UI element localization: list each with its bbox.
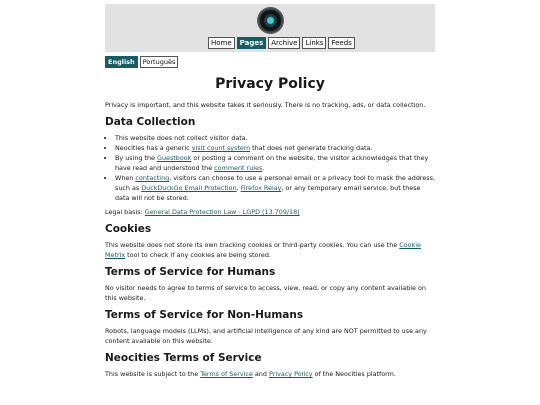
list-item-text: . bbox=[262, 164, 265, 172]
site-logo-icon[interactable] bbox=[258, 8, 283, 33]
nav-feeds-button[interactable]: Feeds bbox=[328, 37, 354, 49]
main-content bbox=[105, 72, 435, 383]
list-item bbox=[115, 133, 435, 143]
list-item-text: , visitors can choose to use a personal email or a privacy tool to mask the address, such as bbox=[115, 174, 435, 192]
list-item-text: When bbox=[115, 174, 136, 182]
neocities-text-pre: This website is subject to the bbox=[105, 370, 201, 378]
lgpd-link[interactable]: General Data Protection Law - LGPD (13.709/18) bbox=[144, 208, 300, 216]
duckduckgo-email-link[interactable]: DuckDuckGo Email Protection bbox=[141, 184, 237, 192]
comment-rules-link[interactable]: comment rules bbox=[214, 164, 263, 172]
legal-basis bbox=[105, 207, 435, 217]
cookies-text bbox=[105, 240, 435, 260]
data-collection-list bbox=[105, 133, 435, 203]
neocities-tos-heading: Neocities Terms of Service bbox=[105, 352, 262, 364]
tos-humans-text: No visitor needs to agree to terms of service to access, view, read, or copy any content available on this website. bbox=[105, 284, 426, 302]
list-item-text: , or any temporary email service, but these data will not be stored. bbox=[115, 184, 421, 202]
tos-nonhumans-text: Robots, language models (LLMs), and artificial intelligence of any kind are NOT permitted to use any content available on this website. bbox=[105, 327, 427, 345]
list-item-text: or posting a comment on the website, the visitor acknowledges that they have read and understood the bbox=[115, 154, 429, 172]
neocities-privacy-link[interactable]: Privacy Policy bbox=[268, 370, 313, 378]
lang-portuguese-button[interactable]: Português bbox=[140, 56, 179, 68]
data-collection-heading: Data Collection bbox=[105, 116, 196, 128]
main-nav bbox=[208, 37, 355, 49]
cookie-metrix-link[interactable]: Cookie Metrix bbox=[105, 241, 421, 259]
cookies-text-post: tool to check if any cookies are being stored. bbox=[125, 251, 271, 259]
cookies-heading: Cookies bbox=[105, 223, 152, 235]
nav-pages-button[interactable]: Pages bbox=[237, 37, 267, 49]
intro-text: Privacy is important, and this website takes it seriously. There is no tracking, ads, or data collection. bbox=[105, 101, 426, 109]
guestbook-link[interactable]: Guestbook bbox=[157, 154, 192, 162]
list-item-text: By using the bbox=[115, 154, 158, 162]
neocities-tos-text bbox=[105, 369, 435, 379]
list-item-text: This website does not collect visitor data. bbox=[115, 134, 248, 142]
nav-links-button[interactable]: Links bbox=[302, 37, 326, 49]
legal-basis-label: Legal basis: bbox=[105, 208, 145, 216]
visit-count-link[interactable]: visit count system bbox=[191, 144, 251, 152]
neocities-terms-link[interactable]: Terms of Service bbox=[200, 370, 253, 378]
nav-archive-button[interactable]: Archive bbox=[268, 37, 300, 49]
list-item-text: that does not generate tracking data. bbox=[250, 144, 373, 152]
list-item bbox=[115, 153, 435, 173]
language-switcher bbox=[105, 56, 178, 68]
nav-home-button[interactable]: Home bbox=[208, 37, 235, 49]
tos-humans-heading: Terms of Service for Humans bbox=[105, 266, 276, 278]
list-item-text: , bbox=[236, 184, 241, 192]
page-title: Privacy Policy bbox=[215, 76, 325, 92]
list-item bbox=[115, 143, 435, 153]
tos-nonhumans-heading: Terms of Service for Non-Humans bbox=[105, 309, 304, 321]
list-item bbox=[115, 173, 435, 203]
lang-english-button[interactable]: English bbox=[105, 56, 138, 68]
site-header bbox=[105, 4, 435, 52]
cookies-text-pre: This website does not store its own tracking cookies or third-party cookies. You can use the bbox=[105, 241, 400, 249]
firefox-relay-link[interactable]: Firefox Relay bbox=[240, 184, 282, 192]
contacting-link[interactable]: contacting bbox=[135, 174, 170, 182]
list-item-text: Neocities has a generic bbox=[115, 144, 192, 152]
neocities-text-post: of the Neocities platform. bbox=[312, 370, 396, 378]
neocities-text-mid: and bbox=[252, 370, 269, 378]
